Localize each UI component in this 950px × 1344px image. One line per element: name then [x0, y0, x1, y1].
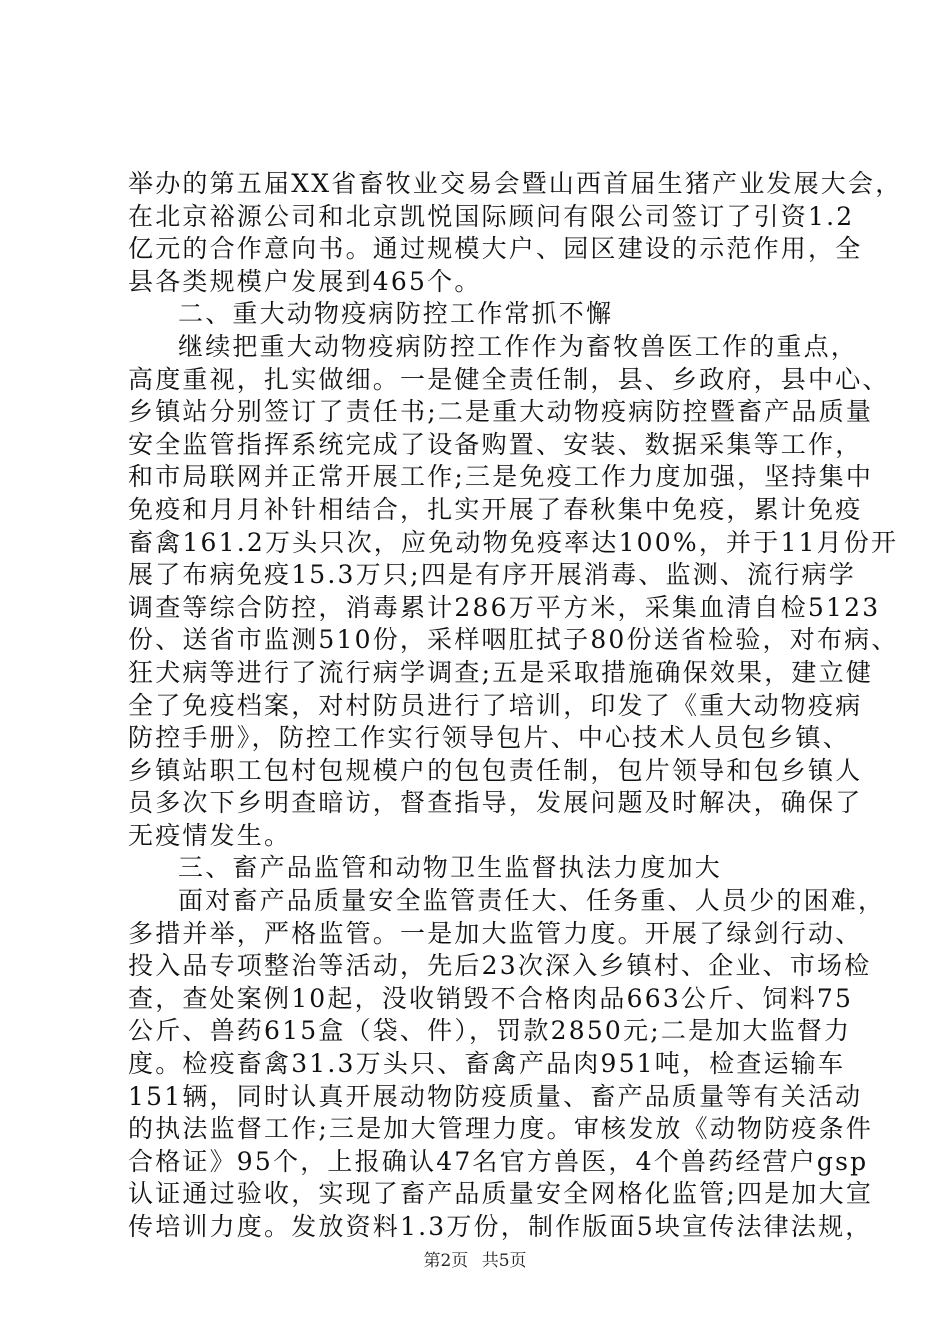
text-line: 合格证》95个，上报确认47名官方兽医，4个兽药经营户gsp — [128, 1146, 869, 1176]
text-line: 传培训力度。发放资料1.3万份，制作版面5块宣传法律法规， — [128, 1212, 873, 1241]
text-line: 在北京裕源公司和北京凯悦国际顾问有限公司签订了引资1.2 — [128, 201, 855, 231]
text-line: 认证通过验收，实现了畜产品质量安全网格化监管;四是加大宣 — [128, 1179, 874, 1209]
text-line: 调查等综合防控，消毒累计286万平方米，采集血清自检5123 — [128, 592, 881, 622]
text-line: 员多次下乡明查暗访，督查指导，发展问题及时解决，确保了 — [128, 788, 863, 818]
text-line: 151辆，同时认真开展动物防疫质量、畜产品质量等有关活动 — [128, 1081, 863, 1111]
text-line: 二、重大动物疫病防控工作常抓不懈 — [178, 299, 614, 329]
text-line: 公斤、兽药615盒（袋、件），罚款2850元;二是加大监督力 — [128, 1016, 852, 1046]
text-line: 度。检疫畜禽31.3万头只、畜禽产品肉951吨，检查运输车 — [128, 1049, 846, 1079]
text-line: 高度重视，扎实做细。一是健全责任制，县、乡政府，县中心、 — [128, 364, 890, 394]
document-page — [128, 0, 903, 1344]
text-line: 面对畜产品质量安全监管责任大、任务重、人员少的困难， — [178, 886, 886, 916]
text-line: 举办的第五届XX省畜牧业交易会暨山西首届生猪产业发展大会， — [128, 169, 903, 198]
text-line: 狂犬病等进行了流行病学调查;五是采取措施确保效果，建立健 — [128, 657, 874, 687]
text-line: 多措并举，严格监管。一是加大监管力度。开展了绿剑行动、 — [128, 918, 863, 948]
text-line: 乡镇站分别签订了责任书;二是重大动物疫病防控暨畜产品质量 — [128, 397, 874, 427]
page-number: 第2页 — [423, 1251, 469, 1271]
text-line: 三、畜产品监管和动物卫生监督执法力度加大 — [178, 853, 723, 883]
text-line: 查，查处案例10起，没收销毁不合格肉品663公斤、饲料75 — [128, 983, 854, 1013]
text-line: 全了免疫档案，对村防员进行了培训，印发了《重大动物疫病 — [128, 690, 863, 720]
text-line: 县各类规模户发展到465个。 — [128, 266, 482, 296]
text-line: 和市局联网并正常开展工作;三是免疫工作力度加强，坚持集中 — [128, 462, 874, 492]
text-line: 安全监管指挥系统完成了设备购置、安装、数据采集等工作， — [128, 429, 863, 459]
text-line: 投入品专项整治等活动，先后23次深入乡镇村、企业、市场检 — [128, 951, 872, 981]
text-line: 继续把重大动物疫病防控工作作为畜牧兽医工作的重点， — [178, 331, 859, 361]
document-body — [128, 168, 903, 1244]
text-line: 份、送省市监测510份，采样咽肛拭子80份送省检验，对布病、 — [128, 625, 899, 655]
page-footer — [0, 1246, 950, 1271]
text-line: 无疫情发生。 — [128, 820, 292, 850]
text-line: 乡镇站职工包村包规模户的包包责任制，包片领导和包乡镇人 — [128, 755, 863, 785]
page-total: 共5页 — [481, 1251, 527, 1271]
text-line: 亿元的合作意向书。通过规模大户、园区建设的示范作用，全 — [128, 234, 863, 264]
text-line: 展了布病免疫15.3万只;四是有序开展消毒、监测、流行病学 — [128, 560, 856, 590]
text-line: 畜禽161.2万头只次，应免动物免疫率达100%，并于11月份开 — [128, 527, 899, 557]
text-line: 防控手册》，防控工作实行领导包片、中心技术人员包乡镇、 — [128, 723, 850, 753]
text-line: 的执法监督工作;三是加大管理力度。审核发放《动物防疫条件 — [128, 1114, 874, 1144]
text-line: 免疫和月月补针相结合，扎实开展了春秋集中免疫，累计免疫 — [128, 494, 863, 524]
